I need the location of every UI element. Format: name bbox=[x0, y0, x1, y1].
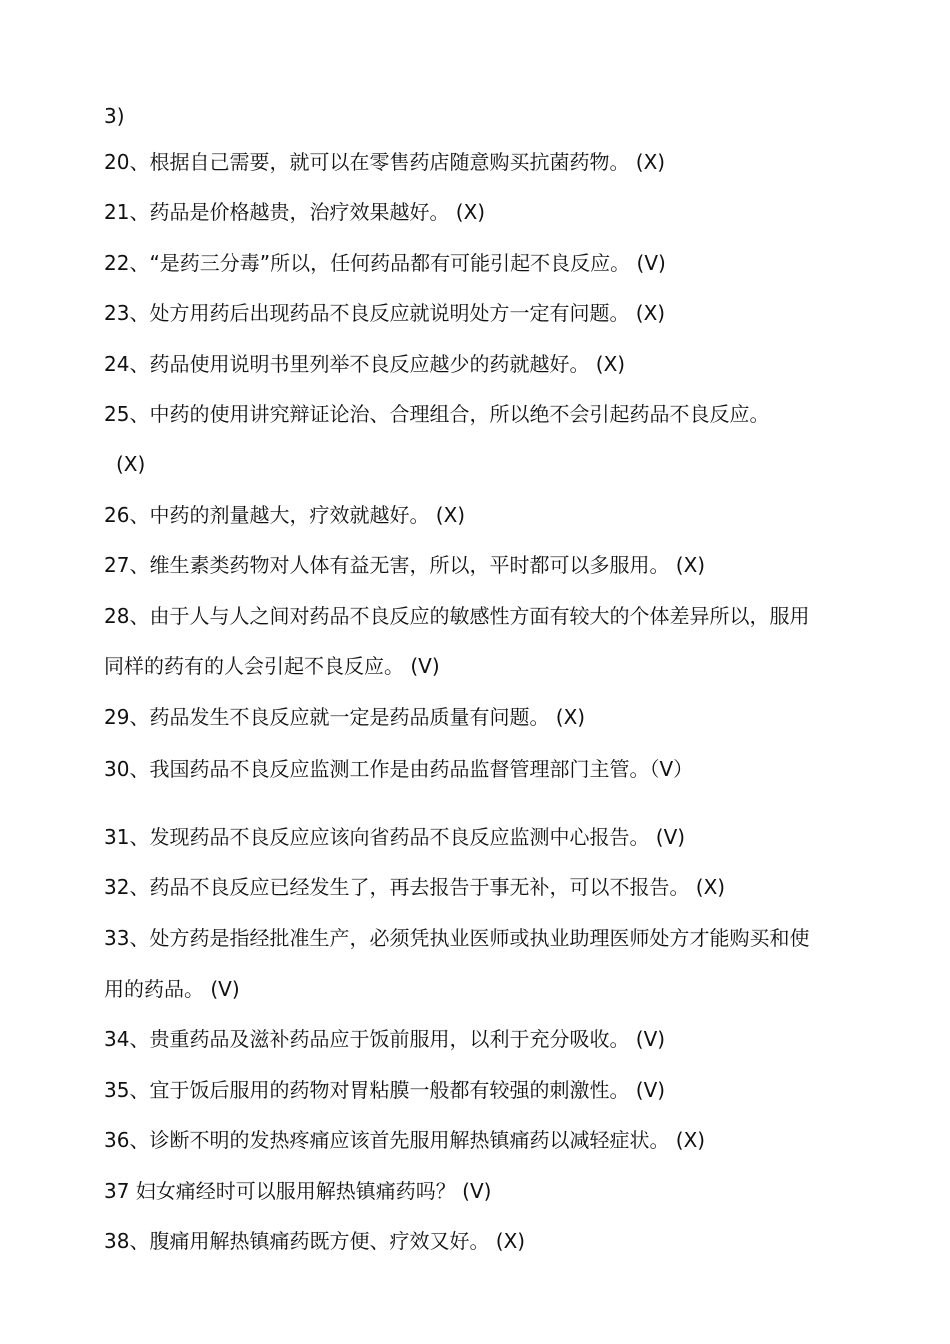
line-5: 23、处方用药后出现药品不良反应就说明处方一定有问题。 (X) bbox=[104, 301, 666, 325]
line-20: 35、宜于饭后服用的药物对胃粘膜一般都有较强的刺激性。 (V) bbox=[104, 1078, 666, 1102]
line-7: 25、中药的使用讲究辩证论治、合理组合，所以绝不会引起药品不良反应。 bbox=[104, 402, 770, 426]
line-13: 29、药品发生不良反应就一定是药品质量有问题。 (X) bbox=[104, 705, 586, 729]
line-23: 38、腹痛用解热镇痛药既方便、疗效又好。 (X) bbox=[104, 1229, 526, 1253]
line-17: 33、处方药是指经批准生产，必须凭执业医师或执业助理医师处方才能购买和使 bbox=[104, 926, 810, 950]
line-3: 21、药品是价格越贵，治疗效果越好。 (X) bbox=[104, 200, 486, 224]
line-11: 28、由于人与人之间对药品不良反应的敏感性方面有较大的个体差异所以，服用 bbox=[104, 604, 810, 628]
line-6: 24、药品使用说明书里列举不良反应越少的药就越好。 (X) bbox=[104, 352, 626, 376]
line-9: 26、中药的剂量越大，疗效就越好。 (X) bbox=[104, 503, 466, 527]
line-12: 同样的药有的人会引起不良反应。 (V) bbox=[104, 654, 440, 678]
line-21: 36、诊断不明的发热疼痛应该首先服用解热镇痛药以减轻症状。 (X) bbox=[104, 1128, 706, 1152]
line-2: 20、根据自己需要，就可以在零售药店随意购买抗菌药物。 (X) bbox=[104, 150, 666, 174]
line-10: 27、维生素类药物对人体有益无害，所以，平时都可以多服用。 (X) bbox=[104, 553, 706, 577]
line-8: (X) bbox=[116, 452, 146, 476]
line-16: 32、药品不良反应已经发生了，再去报告于事无补，可以不报告。 (X) bbox=[104, 875, 726, 899]
line-4: 22、“是药三分毒”所以，任何药品都有可能引起不良反应。 (V) bbox=[104, 251, 666, 275]
line-18: 用的药品。 (V) bbox=[104, 977, 240, 1001]
line-14: 30、我国药品不良反应监测工作是由药品监督管理部门主管。（V） bbox=[104, 757, 694, 781]
line-22: 37 妇女痛经时可以服用解热镇痛药吗？ (V) bbox=[104, 1179, 492, 1203]
line-15: 31、发现药品不良反应应该向省药品不良反应监测中心报告。 (V) bbox=[104, 825, 686, 849]
line-19: 34、贵重药品及滋补药品应于饭前服用，以利于充分吸收。 (V) bbox=[104, 1027, 666, 1051]
line-1: 3) bbox=[104, 104, 125, 128]
